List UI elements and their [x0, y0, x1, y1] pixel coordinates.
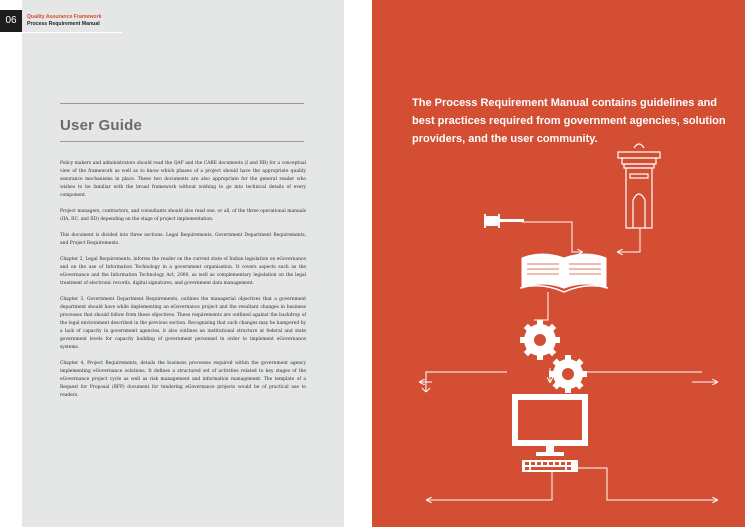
section-title: User Guide — [60, 117, 143, 134]
paragraph: Chapter 2, Legal Requirements, informs the reader on the current state of Indian legislation on eGovernance and on the use of Information Technology in a government organisation. It covers aspects such as the eGovernance and the Information Technology Act, 2000, as well as complementary legislation on the legal treatment of electronic records, digital signatures, and government data management. — [60, 257, 306, 286]
paragraph: This document is divided into three sections: Legal Requirements, Government Department Requirements, and Project Requirements. — [60, 233, 306, 246]
title-rule-bottom — [60, 141, 304, 142]
running-header — [27, 14, 101, 28]
computer-monitor-icon — [512, 394, 588, 456]
paragraph: Chapter 3, Government Department Requirements, outlines the managerial objectives that a government department should have while implementing an eGovernance project and the resultant changes in business processes that should follow from these objectives. These requirements are outlined against the backdrop of the legal environment described in the previous section. Recognising that such changes may be hampered by a lack of capacity in government agencies, it also outlines an institutional structure at federal and state government levels for capacity building of government personnel in order to implement eGovernance systems. — [60, 297, 306, 350]
gavel-icon — [484, 214, 524, 228]
header-line-2: Process Requirement Manual — [27, 21, 100, 27]
paragraph: Project managers, contractors, and consultants should also read one, or all, of the three operational manuals (IIA, IIC, and IID) depending on the stage of project implementation. — [60, 209, 306, 222]
paragraph: Policy makers and administrators should read the QAF and the CARE documents (I and IIB) for a conceptual view of the framework as well as to know which phases of a project should have the appropriate quality assurance mechanisms in place. These two documents are also appropriate for the general reader who wishes to be familiar with the broad framework without wishing to go into technical details of every component. — [60, 161, 306, 198]
page-number: 06 — [0, 10, 22, 32]
title-rule-top — [60, 103, 304, 104]
keyboard-icon — [522, 460, 578, 472]
header-divider — [22, 32, 122, 33]
india-gate-icon — [618, 144, 660, 228]
body-text — [60, 160, 306, 408]
header-line-1: Quality Assurance Framework — [27, 14, 102, 20]
process-illustration — [372, 0, 745, 527]
open-book-icon — [520, 254, 608, 292]
left-page — [0, 0, 372, 527]
paragraph: Chapter 4, Project Requirements, details the business processes required within the government agency implementing eGovernance solutions. It defines a structured set of activities related to key stages of the eGovernance project cycle as well as risk management and information management. The template of a Request for Proposal (RFP) document for tendering eGovernance projects would be of practical use to readers. — [60, 361, 306, 398]
gears-icon — [520, 320, 587, 393]
intro-statement: The Process Requirement Manual contains guidelines and best practices required from government agencies, solution providers, and the user community. — [412, 97, 726, 145]
